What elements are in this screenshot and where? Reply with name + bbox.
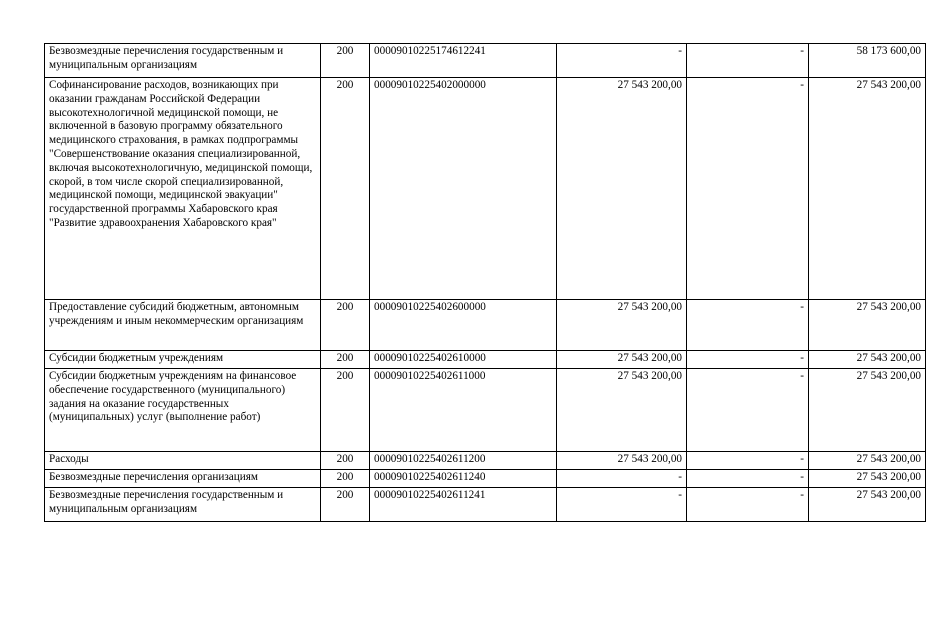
- row-amount-2: -: [687, 470, 809, 488]
- row-amount-2: -: [687, 369, 809, 452]
- row-name: Субсидии бюджетным учреждениям на финансовое обеспечение государственного (муниципального) задания на оказание государственных (муниципальных) услуг (выполнение работ): [45, 369, 321, 452]
- row-code: 200: [321, 78, 370, 300]
- row-amount-2: -: [687, 452, 809, 470]
- row-amount-3: 27 543 200,00: [809, 369, 926, 452]
- row-kbk: 00009010225402611240: [370, 470, 557, 488]
- row-kbk: 00009010225402611241: [370, 488, 557, 522]
- row-amount-1: 27 543 200,00: [557, 351, 687, 369]
- row-kbk: 00009010225174612241: [370, 44, 557, 78]
- row-name: Субсидии бюджетным учреждениям: [45, 351, 321, 369]
- row-amount-1: 27 543 200,00: [557, 78, 687, 300]
- row-amount-2: -: [687, 351, 809, 369]
- row-amount-1: 27 543 200,00: [557, 452, 687, 470]
- table-row: [45, 488, 926, 522]
- table-row: [45, 452, 926, 470]
- row-code: 200: [321, 488, 370, 522]
- row-amount-3: 27 543 200,00: [809, 351, 926, 369]
- row-name: Расходы: [45, 452, 321, 470]
- row-kbk: 00009010225402611200: [370, 452, 557, 470]
- row-amount-3: 27 543 200,00: [809, 470, 926, 488]
- table-row: [45, 78, 926, 300]
- table-row: [45, 44, 926, 78]
- row-code: 200: [321, 300, 370, 351]
- table-row: [45, 300, 926, 351]
- row-amount-1: -: [557, 44, 687, 78]
- row-amount-1: 27 543 200,00: [557, 300, 687, 351]
- row-kbk: 00009010225402610000: [370, 351, 557, 369]
- table-row: [45, 351, 926, 369]
- row-amount-1: -: [557, 488, 687, 522]
- row-amount-3: 27 543 200,00: [809, 488, 926, 522]
- row-code: 200: [321, 351, 370, 369]
- row-kbk: 00009010225402600000: [370, 300, 557, 351]
- row-amount-3: 27 543 200,00: [809, 300, 926, 351]
- row-amount-1: 27 543 200,00: [557, 369, 687, 452]
- row-name: Безвозмездные перечисления государственным и муниципальным организациям: [45, 488, 321, 522]
- row-kbk: 00009010225402000000: [370, 78, 557, 300]
- row-code: 200: [321, 470, 370, 488]
- row-code: 200: [321, 369, 370, 452]
- row-name: Предоставление субсидий бюджетным, автономным учреждениям и иным некоммерческим организациям: [45, 300, 321, 351]
- row-amount-2: -: [687, 300, 809, 351]
- table-row: [45, 470, 926, 488]
- row-name: Безвозмездные перечисления государственным и муниципальным организациям: [45, 44, 321, 78]
- row-amount-3: 58 173 600,00: [809, 44, 926, 78]
- row-kbk: 00009010225402611000: [370, 369, 557, 452]
- budget-table: [44, 43, 926, 522]
- row-amount-1: -: [557, 470, 687, 488]
- row-amount-2: -: [687, 44, 809, 78]
- row-code: 200: [321, 44, 370, 78]
- row-amount-3: 27 543 200,00: [809, 78, 926, 300]
- table-row: [45, 369, 926, 452]
- row-name: Безвозмездные перечисления организациям: [45, 470, 321, 488]
- row-amount-2: -: [687, 78, 809, 300]
- row-amount-3: 27 543 200,00: [809, 452, 926, 470]
- row-amount-2: -: [687, 488, 809, 522]
- row-code: 200: [321, 452, 370, 470]
- row-name: Софинансирование расходов, возникающих при оказании гражданам Российской Федерации высокотехнологичной медицинской помощи, не включенной в базовую программу обязательного медицинского страхования, в рамках подпрограммы "Совершенствование оказания специализированной, включая высокотехнологичную, медицинской помощи, скорой, в том числе скорой специализированной, медицинской помощи, медицинской эвакуации" государственной программы Хабаровского края "Развитие здравоохранения Хабаровского края": [45, 78, 321, 300]
